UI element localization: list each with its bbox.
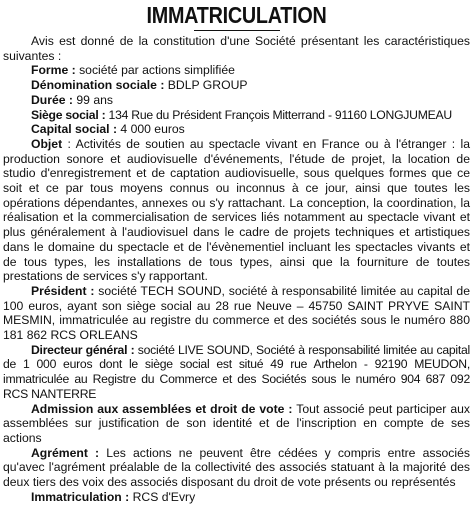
field-label: Immatriculation :	[31, 489, 130, 504]
title-underline	[194, 30, 280, 31]
field-value: Les actions ne peuvent être cédées y compris entre associés qu'avec l'agrément préalable de la collectivité des associés statuant à la majorité des deux tiers des voix des associés disposant du droit de vote présents ou représentés	[3, 445, 470, 490]
field-label: Objet	[31, 136, 63, 151]
field-objet	[3, 137, 470, 284]
field-value: BDLP GROUP	[164, 78, 248, 93]
field-forme	[3, 63, 470, 78]
field-label: Dénomination sociale :	[31, 78, 165, 93]
field-label: Agrément :	[31, 445, 100, 460]
field-siege-social	[3, 108, 470, 123]
intro-paragraph: Avis est donné de la constitution d'une Société présentant les caractéristiques suivantes :	[3, 34, 470, 63]
field-label: Directeur général :	[31, 342, 135, 357]
field-denomination	[3, 78, 470, 93]
field-value: : Activités de soutien au spectacle vivant en France ou à l'étranger : la production sonore et audiovisuelle d'événements, l'étude de projet, la location de studio d'enregistrement et de captation audiovisuelle, sous quelques formes que ce soit et ce par tous moyens connus ou inconnus à ce jour, ainsi que toutes les opérations dépendantes, annexes ou s'y rattachant. La conception, la coordination, la réalisation et la commercialisation de services liés notamment au spectacle vivant et plus généralement à l'audiovisuel dans le cadre de projets techniques et artistiques dans le domaine du spectacle et de l'évènementiel incluant les spectacles vivants et de tous types, les installations de tous types, ainsi que la fourniture de toutes prestations de services s'y rapportant.	[3, 136, 470, 284]
field-value: 134 Rue du Président François Mitterrand - 91160 LONGJUMEAU	[105, 107, 452, 122]
field-agrement	[3, 446, 470, 490]
field-value: RCS d'Evry	[129, 489, 196, 504]
field-label: Durée :	[31, 92, 73, 107]
field-value: société TECH SOUND, société à responsabilité limitée au capital de 100 euros, ayant son siège social au 28 rue Neuve – 45750 SAINT PRYVE SAINT MESMIN, immatriculée au registre du commerce et des sociétés sous le numéro 880 181 862 RCS ORLEANS	[3, 283, 470, 343]
notice-title: IMMATRICULATION	[146, 2, 327, 28]
field-value: 99 ans	[73, 92, 113, 107]
field-label: Forme :	[31, 63, 76, 78]
field-value: société par actions simplifiée	[75, 63, 235, 78]
field-duree	[3, 93, 470, 108]
field-directeur-general	[3, 343, 470, 402]
field-label: Président :	[31, 283, 95, 298]
field-value: 4 000 euros	[117, 122, 185, 137]
field-capital-social	[3, 122, 470, 137]
field-president	[3, 284, 470, 343]
field-admission-assemblees	[3, 402, 470, 446]
field-label: Capital social :	[31, 122, 118, 137]
field-value: société LIVE SOUND, Société à responsabilité limitée au capital de 1 000 euros dont le siège social est situé 49 rue Arthelon - 92190 MEUDON, immatriculée au Registre du Commerce et des Sociétés sous le numéro 904 687 092 RCS NANTERRE	[3, 342, 470, 401]
field-label: Siège social :	[31, 107, 106, 122]
field-value: Tout associé peut participer aux assemblées sur justification de son identité et de l'inscription en compte de ses actions	[3, 401, 470, 445]
field-immatriculation	[3, 490, 470, 505]
field-label: Admission aux assemblées et droit de vote :	[31, 401, 293, 416]
